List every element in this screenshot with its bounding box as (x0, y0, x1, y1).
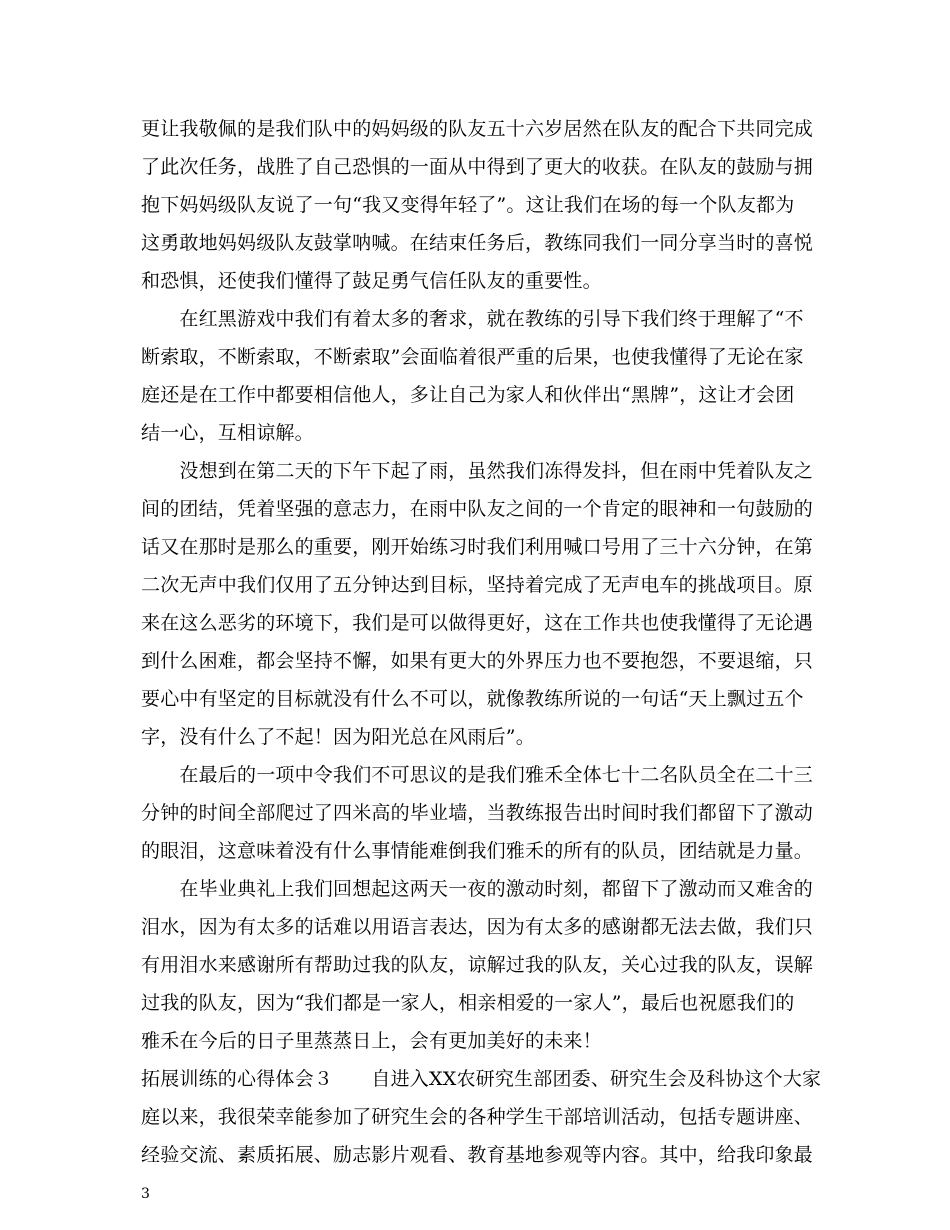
text-line: 分钟的时间全部爬过了四米高的毕业墙，当教练报告出时间时我们都留下了激动 (141, 802, 814, 824)
text-line: 过我的队友，因为“我们都是一家人，相亲相爱的一家人”，最后也祝愿我们的 (141, 992, 795, 1014)
text-line: 到什么困难，都会坚持不懈，如果有更大的外界压力也不要抱怨，不要退缩，只 (141, 650, 814, 672)
text-line: 了此次任务，战胜了自己恐惧的一面从中得到了更大的收获。在队友的鼓励与拥 (141, 156, 814, 178)
text-line: 没想到在第二天的下午下起了雨，虽然我们冻得发抖，但在雨中凭着队友之 (141, 460, 814, 482)
text-line: 和恐惧，还使我们懂得了鼓足勇气信任队友的重要性。 (141, 270, 602, 292)
text-line: 更让我敬佩的是我们队中的妈妈级的队友五十六岁居然在队友的配合下共同完成 (141, 118, 814, 140)
text-line: 的眼泪，这意味着没有什么事情能难倒我们雅禾的所有的队员，团结就是力量。 (141, 840, 814, 862)
text-line: 二次无声中我们仅用了五分钟达到目标，坚持着完成了无声电车的挑战项目。原 (141, 574, 814, 596)
text-line: 庭还是在工作中都要相信他人，多让自己为家人和伙伴出“黑牌”，这让才会团 (141, 384, 795, 406)
text-line: 要心中有坚定的目标就没有什么不可以，就像教练所说的一句话“天上飘过五个 (141, 688, 804, 710)
page-number: 3 (141, 1186, 150, 1202)
text-line: 拓展训练的心得体会３ 自进入XX农研究生部团委、研究生会及科协这个大家 (141, 1068, 822, 1090)
text-line: 在红黑游戏中我们有着太多的奢求，就在教练的引导下我们终于理解了“不 (141, 308, 804, 330)
text-line: 泪水，因为有太多的话难以用语言表达，因为有太多的感谢都无法去做，我们只 (141, 916, 814, 938)
text-line: 在毕业典礼上我们回想起这两天一夜的激动时刻，都留下了激动而又难舍的 (141, 878, 814, 900)
text-line: 在最后的一项中令我们不可思议的是我们雅禾全体七十二名队员全在二十三 (141, 764, 814, 786)
text-line: 经验交流、素质拓展、励志影片观看、教育基地参观等内容。其中，给我印象最 (141, 1144, 814, 1166)
text-line: 抱下妈妈级队友说了一句“我又变得年轻了”。这让我们在场的每一个队友都为 (141, 194, 795, 216)
text-line: 有用泪水来感谢所有帮助过我的队友，谅解过我的队友，关心过我的队友，误解 (141, 954, 814, 976)
text-line: 话又在那时是那么的重要，刚开始练习时我们利用喊口号用了三十六分钟，在第 (141, 536, 814, 558)
text-line: 庭以来，我很荣幸能参加了研究生会的各种学生干部培训活动，包括专题讲座、 (141, 1106, 814, 1128)
text-line: 字，没有什么了不起！因为阳光总在风雨后”。 (141, 726, 535, 748)
text-line: 结一心，互相谅解。 (141, 422, 314, 444)
text-line: 来在这么恶劣的环境下，我们是可以做得更好，这在工作共也使我懂得了无论遇 (141, 612, 814, 634)
text-line: 雅禾在今后的日子里蒸蒸日上，会有更加美好的未来！ (141, 1030, 602, 1052)
text-line: 断索取，不断索取，不断索取”会面临着很严重的后果，也使我懂得了无论在家 (141, 346, 804, 368)
text-line: 这勇敢地妈妈级队友鼓掌呐喊。在结束任务后，教练同我们一同分享当时的喜悦 (141, 232, 814, 254)
text-line: 间的团结，凭着坚强的意志力，在雨中队友之间的一个肯定的眼神和一句鼓励的 (141, 498, 814, 520)
